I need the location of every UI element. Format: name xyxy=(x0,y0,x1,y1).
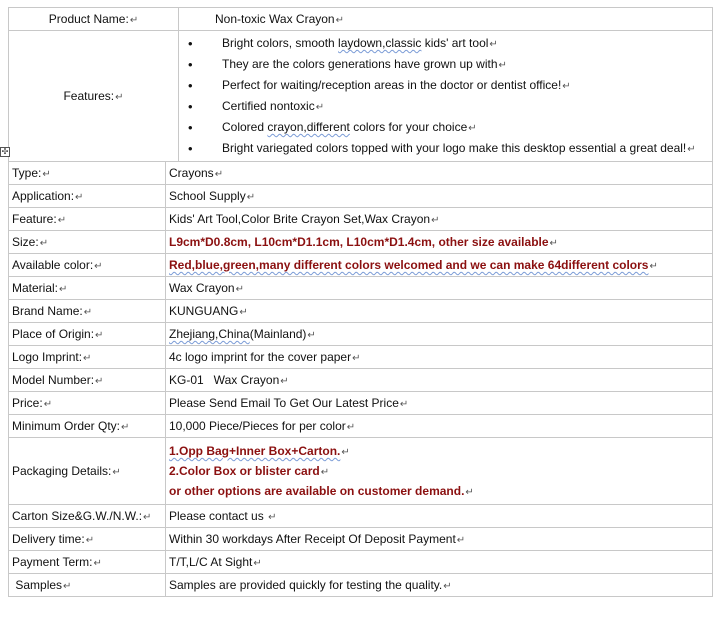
spec-value: 10,000 Piece/Pieces for per color↵ xyxy=(166,415,713,438)
product-name-row xyxy=(9,8,713,31)
spec-value: L9cm*D0.8cm, L10cm*D1.1cm, L10cm*D1.4cm, other size available↵ xyxy=(166,231,713,254)
spec-value: KUNGUANG↵ xyxy=(166,300,713,323)
product-name-value: Non-toxic Wax Crayon xyxy=(215,12,335,26)
spec-label: Size:↵ xyxy=(9,231,166,254)
spec-value: Please contact us ↵ xyxy=(166,505,713,528)
features-label: Features: xyxy=(63,89,115,103)
spec-row-place-of-origin xyxy=(9,323,713,346)
feature-item: • Bright variegated colors topped with your logo make this desktop essential a great deal!↵ xyxy=(182,138,709,159)
feature-item: • Perfect for waiting/reception areas in the doctor or dentist office!↵ xyxy=(182,75,709,96)
spec-row-brand-name xyxy=(9,300,713,323)
spec-value: T/T,L/C At Sight↵ xyxy=(166,551,713,574)
table-move-handle-icon[interactable]: ✣ xyxy=(1,147,9,156)
spec-value: Within 30 workdays After Receipt Of Deposit Payment↵ xyxy=(166,528,713,551)
spec-label: Packaging Details:↵ xyxy=(9,438,166,505)
spec-value: Crayons↵ xyxy=(166,162,713,185)
spec-label: Place of Origin:↵ xyxy=(9,323,166,346)
product-header-table xyxy=(8,7,713,162)
spec-row-minimum-order xyxy=(9,415,713,438)
spec-label: Application:↵ xyxy=(9,185,166,208)
paragraph-mark-icon: ↵ xyxy=(335,15,344,26)
spec-value: KG-01 Wax Crayon↵ xyxy=(166,369,713,392)
spec-row-packaging-details xyxy=(9,438,713,505)
spec-value: School Supply↵ xyxy=(166,185,713,208)
spec-row-material xyxy=(9,277,713,300)
spec-value: Wax Crayon↵ xyxy=(166,277,713,300)
spec-label: Brand Name:↵ xyxy=(9,300,166,323)
features-value-cell xyxy=(179,31,713,162)
feature-item: • They are the colors generations have grown up with↵ xyxy=(182,54,709,75)
spec-label: Type:↵ xyxy=(9,162,166,185)
spec-label: Available color:↵ xyxy=(9,254,166,277)
spec-row-available-color xyxy=(9,254,713,277)
spec-row-logo-imprint xyxy=(9,346,713,369)
features-row xyxy=(9,31,713,162)
spec-row-type xyxy=(9,162,713,185)
spec-label: Model Number:↵ xyxy=(9,369,166,392)
spec-row-model-number xyxy=(9,369,713,392)
spec-value: Zhejiang,China(Mainland)↵ xyxy=(166,323,713,346)
feature-item: • Bright colors, smooth laydown,classic kids' art tool↵ xyxy=(182,33,709,54)
spec-label: Payment Term:↵ xyxy=(9,551,166,574)
features-label-cell xyxy=(9,31,179,162)
specifications-table xyxy=(8,161,713,597)
paragraph-mark-icon: ↵ xyxy=(115,92,124,103)
spec-value: 1.Opp Bag+Inner Box+Carton.↵ 2.Color Box or blister card↵ or other options are available on customer demand.↵ xyxy=(166,438,713,505)
spec-label: Material:↵ xyxy=(9,277,166,300)
spec-label: Carton Size&G.W./N.W.:↵ xyxy=(9,505,166,528)
spec-row-size xyxy=(9,231,713,254)
spec-row-carton-size xyxy=(9,505,713,528)
spec-label: Minimum Order Qty:↵ xyxy=(9,415,166,438)
features-list xyxy=(182,33,709,159)
spec-value: Red,blue,green,many different colors welcomed and we can make 64different colors↵ xyxy=(166,254,713,277)
spec-row-feature xyxy=(9,208,713,231)
spec-value: Please Send Email To Get Our Latest Price↵ xyxy=(166,392,713,415)
spec-value: Kids' Art Tool,Color Brite Crayon Set,Wax Crayon↵ xyxy=(166,208,713,231)
spec-row-payment-term xyxy=(9,551,713,574)
spec-label: Logo Imprint:↵ xyxy=(9,346,166,369)
spec-value: 4c logo imprint for the cover paper↵ xyxy=(166,346,713,369)
product-name-value-cell xyxy=(179,8,713,31)
spec-value: Samples are provided quickly for testing the quality.↵ xyxy=(166,574,713,597)
spec-label: Feature:↵ xyxy=(9,208,166,231)
spec-row-delivery-time xyxy=(9,528,713,551)
spec-label: Delivery time:↵ xyxy=(9,528,166,551)
feature-item: • Colored crayon,different colors for your choice↵ xyxy=(182,117,709,138)
product-name-label-cell xyxy=(9,8,179,31)
spec-row-samples xyxy=(9,574,713,597)
spec-label: Price:↵ xyxy=(9,392,166,415)
spec-row-application xyxy=(9,185,713,208)
product-name-label: Product Name: xyxy=(48,12,129,26)
feature-item: • Certified nontoxic↵ xyxy=(182,96,709,117)
paragraph-mark-icon: ↵ xyxy=(129,15,139,26)
spec-label: Samples↵ xyxy=(9,574,166,597)
spec-row-price xyxy=(9,392,713,415)
